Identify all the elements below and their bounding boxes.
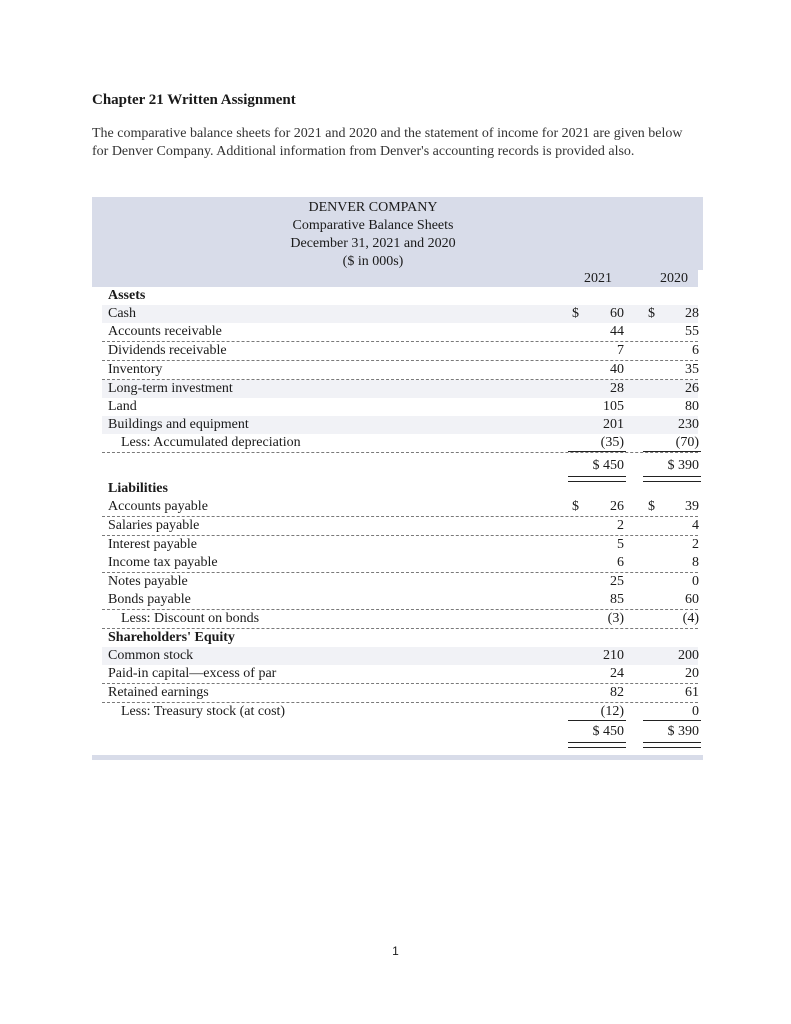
column-header-2020: 2020 — [660, 271, 688, 286]
table-row — [102, 380, 698, 398]
value-2020: 28 — [685, 306, 699, 321]
single-underline — [568, 720, 626, 721]
table-row — [102, 665, 698, 684]
total-row-liabilities-equity — [102, 723, 698, 741]
value-2021: (3) — [607, 611, 624, 626]
statement-title: Comparative Balance Sheets — [292, 218, 454, 233]
value-2021: 28 — [610, 381, 624, 396]
value-2020: 61 — [685, 685, 699, 700]
section-header-assets — [102, 287, 698, 305]
row-label: Cash — [108, 306, 136, 321]
section-label: Assets — [108, 288, 146, 303]
row-label: Land — [108, 399, 137, 414]
section-label: Liabilities — [108, 481, 168, 496]
row-label: Income tax payable — [108, 555, 218, 570]
statement-dates: December 31, 2021 and 2020 — [290, 236, 456, 251]
table-row — [102, 703, 698, 721]
value-2020: 39 — [685, 499, 699, 514]
total-liabilities-equity-2020: $ 390 — [667, 724, 699, 739]
currency-sign: $ — [648, 306, 655, 321]
value-2021: 60 — [610, 306, 624, 321]
value-2020: (4) — [682, 611, 699, 626]
header-band-extension — [92, 270, 562, 287]
value-2020: 230 — [678, 417, 699, 432]
table-row — [102, 554, 698, 573]
double-underline — [568, 742, 626, 748]
value-2020: 8 — [692, 555, 699, 570]
table-row — [102, 517, 698, 536]
table-row — [102, 610, 698, 629]
row-label: Paid-in capital—excess of par — [108, 666, 277, 681]
value-2020: 6 — [692, 343, 699, 358]
row-label: Long-term investment — [108, 381, 233, 396]
table-row — [102, 416, 698, 434]
currency-sign: $ — [572, 499, 579, 514]
row-label: Buildings and equipment — [108, 417, 249, 432]
table-row — [102, 434, 698, 453]
table-row — [102, 536, 698, 554]
table-row — [102, 323, 698, 342]
value-2021: (35) — [600, 435, 624, 450]
value-2020: 0 — [692, 574, 699, 589]
company-name: DENVER COMPANY — [308, 200, 438, 215]
row-label: Less: Discount on bonds — [121, 611, 260, 626]
value-2021: 5 — [617, 537, 624, 552]
balance-sheet-table — [92, 197, 703, 760]
value-2020: 60 — [685, 592, 699, 607]
row-label: Salaries payable — [108, 518, 200, 533]
row-label: Less: Accumulated depreciation — [121, 435, 301, 450]
value-2020: 35 — [685, 362, 699, 377]
value-2021: 26 — [610, 499, 624, 514]
value-2020: 0 — [692, 704, 699, 719]
value-2020: 55 — [685, 324, 699, 339]
value-2021: 44 — [610, 324, 624, 339]
single-underline — [568, 451, 626, 452]
section-header-liabilities — [102, 480, 698, 498]
value-2021: 105 — [603, 399, 624, 414]
page-title: Chapter 21 Written Assignment — [92, 92, 296, 108]
table-bottom-bar — [92, 755, 703, 760]
value-2021: 201 — [603, 417, 624, 432]
section-header-equity — [102, 629, 698, 647]
row-label: Interest payable — [108, 537, 198, 552]
table-row — [102, 498, 698, 517]
table-title-block — [68, 199, 678, 271]
value-2020: 200 — [678, 648, 699, 663]
table-row — [102, 573, 698, 591]
value-2021: 82 — [610, 685, 624, 700]
row-label: Retained earnings — [108, 685, 209, 700]
statement-units: ($ in 000s) — [342, 254, 404, 269]
page-number: 1 — [392, 944, 399, 958]
value-2021: 25 — [610, 574, 624, 589]
value-2020: 2 — [692, 537, 699, 552]
value-2020: 20 — [685, 666, 699, 681]
row-label: Bonds payable — [108, 592, 191, 607]
currency-sign: $ — [648, 499, 655, 514]
row-label: Accounts payable — [108, 499, 208, 514]
single-underline — [643, 451, 701, 452]
row-label: Notes payable — [108, 574, 188, 589]
value-2020: 4 — [692, 518, 699, 533]
value-2021: 6 — [617, 555, 624, 570]
total-liabilities-equity-2021: $ 450 — [592, 724, 624, 739]
row-label: Common stock — [108, 648, 194, 663]
row-label: Dividends receivable — [108, 343, 227, 358]
intro-paragraph: The comparative balance sheets for 2021 and 2020 and the statement of income for 2021 are given below for Denver Company. Additional information from Denver's accounting records is provided also. — [92, 126, 683, 159]
table-row — [102, 342, 698, 361]
total-assets-2020: $ 390 — [667, 458, 699, 473]
value-2021: 2 — [617, 518, 624, 533]
row-label: Less: Treasury stock (at cost) — [121, 704, 286, 719]
table-row — [102, 305, 698, 323]
value-2021: (12) — [600, 704, 624, 719]
value-2021: 24 — [610, 666, 624, 681]
value-2020: 26 — [685, 381, 699, 396]
table-row — [102, 647, 698, 665]
single-underline — [643, 720, 701, 721]
column-header-2021: 2021 — [584, 271, 612, 286]
value-2021: 7 — [617, 343, 624, 358]
currency-sign: $ — [572, 306, 579, 321]
value-2020: 80 — [685, 399, 699, 414]
section-label: Shareholders' Equity — [108, 630, 235, 645]
value-2021: 210 — [603, 648, 624, 663]
total-assets-2021: $ 450 — [592, 458, 624, 473]
value-2021: 40 — [610, 362, 624, 377]
table-row — [102, 398, 698, 416]
table-row — [102, 361, 698, 380]
row-label: Accounts receivable — [108, 324, 222, 339]
row-label: Inventory — [108, 362, 163, 377]
double-underline — [643, 742, 701, 748]
value-2021: 85 — [610, 592, 624, 607]
table-row — [102, 684, 698, 703]
table-row — [102, 591, 698, 610]
total-row-assets — [102, 457, 698, 475]
value-2020: (70) — [675, 435, 699, 450]
